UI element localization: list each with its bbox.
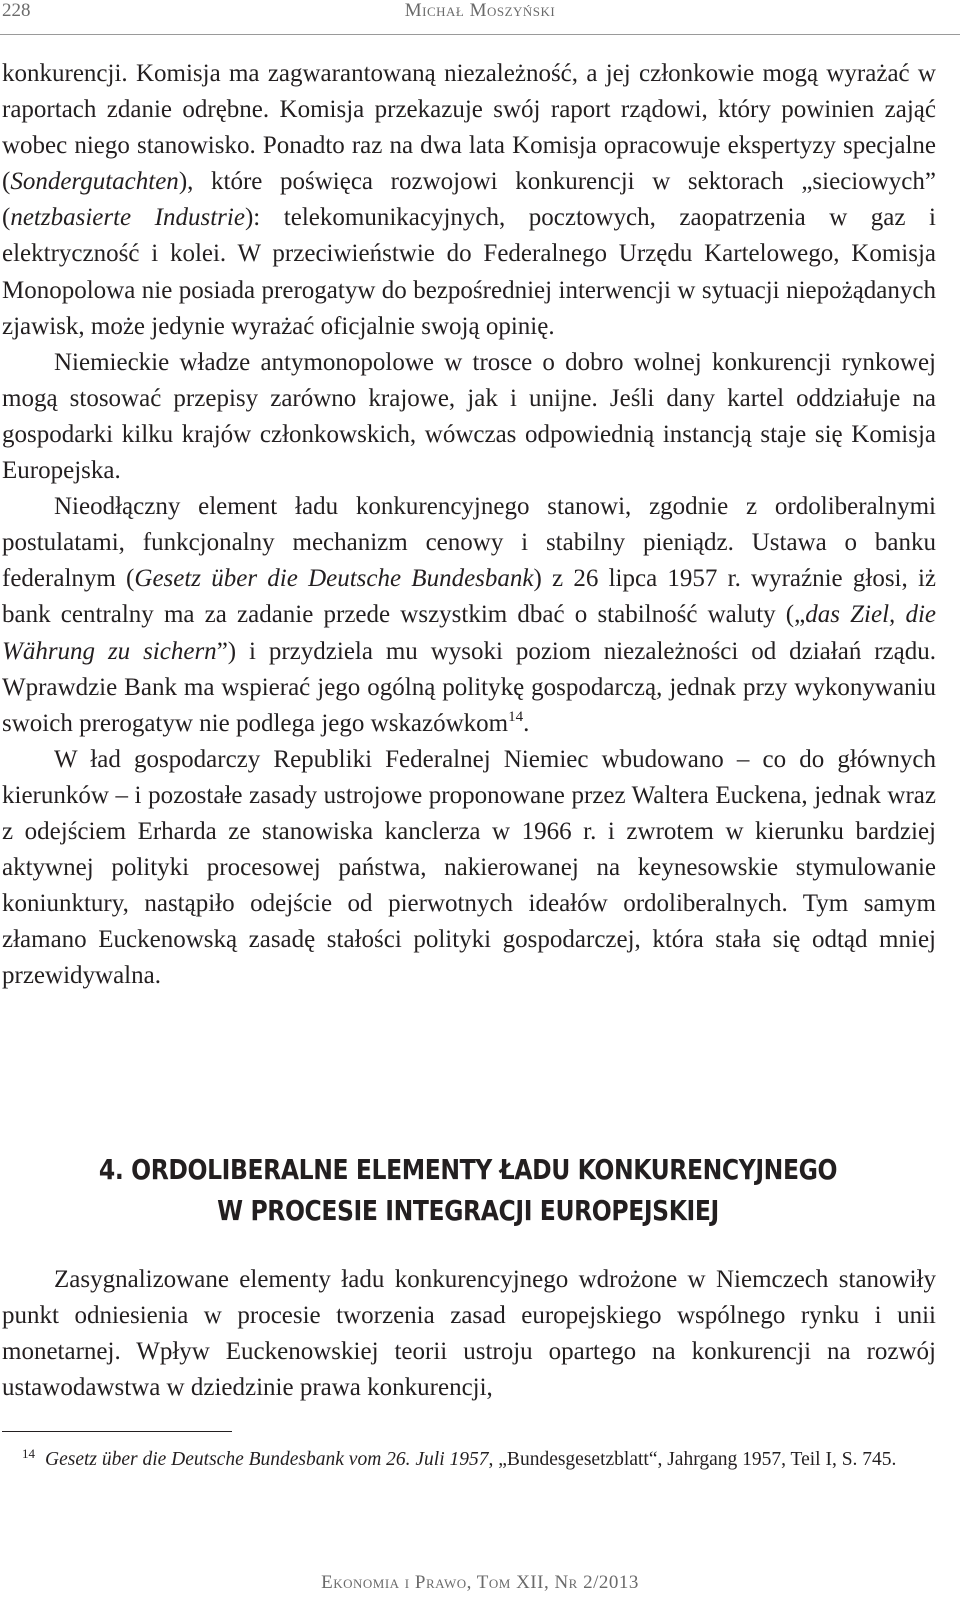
italic-term: Sondergutachten <box>10 168 179 196</box>
section-text <box>2 1262 936 1406</box>
footnote-rule <box>2 1431 232 1432</box>
text-run: . <box>523 709 530 737</box>
footnote-number: 14 <box>22 1446 35 1461</box>
footnote-reference[interactable]: 14 <box>508 708 524 725</box>
text-run: ), które poświęca rozwojowi konkurencji w sektorach „sieciowych” ( <box>2 168 936 232</box>
section-heading-line: W PROCESIE INTEGRACJI EUROPEJSKIEJ <box>217 1194 719 1227</box>
section-heading <box>75 1149 861 1231</box>
footnote <box>2 1446 934 1474</box>
page-header <box>0 0 960 38</box>
header-rule <box>0 34 960 35</box>
page-footer-journal: Ekonomia i Prawo, Tom XII, Nr 2/2013 <box>321 1572 639 1593</box>
italic-term: netzbasierte Industrie <box>10 204 245 232</box>
text-run: ”) i przydziela mu wysoki poziom niezależności od działań rządu. Wprawdzie Bank ma wspierać jego ogólną politykę gospodarczą, jednak przy wykonywaniu swoich prerogatyw nie podlega jego wskazówkom <box>2 637 936 737</box>
main-text <box>2 56 936 994</box>
section-heading-line: 4. ORDOLIBERALNE ELEMENTY ŁADU KONKURENCYJNEGO <box>98 1153 838 1186</box>
italic-term: Gesetz über die Deutsche Bundesbank <box>134 565 534 593</box>
running-head-author: Michał Moszyński <box>404 0 556 21</box>
paragraph <box>2 56 936 345</box>
paragraph: W ład gospodarczy Republiki Federalnej Niemiec wbudowano – co do głównych kierunków – i pozostałe zasady ustrojowe proponowane przez Waltera Euckena, jednak wraz z odejściem Erharda ze stanowiska kanclerza w 1966 r. i zwrotem w kierunku bardziej aktywnej polityki procesowej państwa, nakierowanej na keynesowskie stymulowanie koniunktury, nastąpiło odejście od pierwotnych ideałów ordoliberalnych. Tym samym złamano Euckenowską zasadę stałości polityki gospodarczej, która stała się odtąd mniej przewidywalna. <box>2 745 936 990</box>
text-run: konkurencji. Komisja ma zagwarantowaną niezależność, a jej członkowie mogą wyrażać w raportach zdanie odrębne. Komisja przekazuje swój raport rządowi, który powinien zająć wobec niego stanowisko. Ponadto raz na dwa lata Komisja opracowuje ekspertyzy specjalne ( <box>2 60 936 196</box>
paragraph: Niemieckie władze antymonopolowe w trosce o dobro wolnej konkurencji rynkowej mogą stosować przepisy zarówno krajowe, jak i unijne. Jeśli dany kartel oddziałuje na gospodarki kilku krajów członkowskich, wówczas odpowiednią instancją staje się Komisja Europejska. <box>2 348 936 485</box>
text-run: ) z 26 lipca 1957 r. wyraźnie głosi, iż bank centralny ma za zadanie przede wszystkim dbać o stabilność waluty („ <box>2 565 937 629</box>
page-number: 228 <box>2 0 31 21</box>
text-run: ): telekomunikacyjnych, pocztowych, zaopatrzenia w gaz i elektryczność i kolei. W przeciwieństwie do Federalnego Urzędu Kartelowego, Komisja Monopolowa nie posiada prerogatyw do bezpośredniej interwencji w sytuacji niepożądanych zjawisk, może jedynie wyrażać oficjalnie swoją opinię. <box>2 204 936 340</box>
footnote-italic-title: Gesetz über die Deutsche Bundesbank vom 26. Juli 1957 <box>45 1449 489 1470</box>
footnote-text: , „Bundesgesetzblatt“, Jahrgang 1957, Teil I, S. 745. <box>488 1449 897 1470</box>
paragraph <box>2 489 936 742</box>
italic-term: das Ziel, die Währung zu sichern <box>2 601 936 665</box>
paragraph: Zasygnalizowane elementy ładu konkurencyjnego wdrożone w Niemczech stanowiły punkt odniesienia w procesie tworzenia zasad europejskiego wspólnego rynku i unii monetarnej. Wpływ Euckenowskiej teorii ustroju opartego na konkurencji na rozwój ustawodawstwa w dziedzinie prawa konkurencji, <box>2 1266 936 1402</box>
text-run: Nieodłączny element ładu konkurencyjnego stanowi, zgodnie z ordoliberalnymi postulatami, funkcjonalny mechanizm cenowy i stabilny pieniądz. Ustawa o banku federalnym ( <box>2 493 936 593</box>
